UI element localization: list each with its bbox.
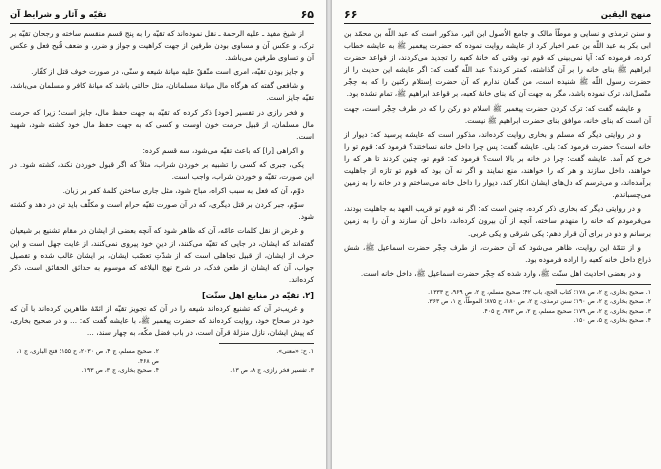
paragraph: یکی، جبری که کسی را تشبیه بر خوردن شراب، مثلاً که اگر قبول خوردن نکند، کشته شود. در این صورت، تقیّه و خوردن شراب، واجب است. [10, 159, 314, 182]
left-page-header-title: تقیّه و آثار و شرایط آن [10, 9, 107, 20]
footnote: ۲. صحیح بخاری، ج ۲، ص ۱۹۰؛ سنن ترمذی، ج ۲، ص ۱۸۰، ح ۸۷۵؛ الموطّأ، ج ۱، ص ۳۶۳. [427, 298, 651, 306]
paragraph: سوّم، جبر کردن بر قتل دیگری، که در آن صورت تقیّه حرام است و مکلّف باید تن در دهد و کشته شود. [10, 200, 314, 222]
paragraph: و اکراهی [را] که باعث تقیّه می‌شود، سه قسم کرده: [142, 145, 304, 155]
paragraph: و غرض از نقل کلمات عامّه، آن که ظاهر شود که آنچه بعضی از ایشان در مقام تشنیع بر شیعیان گفته‌اند که ایشان، در جایی که تقیّه می‌کنند، از دینِ خود پیروی نمی‌کنند، از غایت جهل است و این حرف از ایشان، از قبیل تجاهلی است که از شدّتِ تعصّب ایشان، بر ایشان غالب شده و تفصیل جواب، آن که ایشان از طعن فدک، در شرح نهج البلاغه که موسوم به حدائق الحقائق است، ذکر کرده‌اند. [10, 226, 314, 284]
footnote: ۱. ح: «معنی». [276, 348, 314, 356]
paragraph: و از تتمّهٔ این روایت، ظاهر می‌شود که آن حضرت، از طرف حِجْر حضرت اسماعیل ﷺ، شش ذراع داخل خانه کعبه را اراده فرموده بود. [344, 242, 651, 264]
paragraph: دوّم، آن که فعل به سبب اکراه، مباح شود، مثل جاری ساختن کلمهٔ کفر بر زبان. [62, 186, 304, 196]
paragraph: از شیخ مفید ـ علیه الرحمة ـ نقل نموده‌اند که تقیّه را به پنج قسم منقسم ساخته و رجحان تقیّه بر ترک، و عکس آن و مساوی بودن طرفین از جهت کراهیت و جواز و ضرر، و ضعف قُبح فعل و عکس آن و تساوی طرفین می‌باشد. [10, 29, 314, 63]
footnote: ۴. صحیح بخاری، ج ۳، ص ۱۹۳. [81, 366, 159, 374]
paragraph: و غریب‌تر آن که تشنیع کرده‌اند شیعه را در آن که تجویز تقیّه از ائمّهٔ طاهرین کرده‌اند با آن که خود در صحاح خود، روایت کرده‌اند که حضرت پیغمبر ﷺ، با عایشه گفت که: ... و در صحیح بخاری، که پیش ایشان، نازل منزلهٔ قرآن است، در باب فضل مکّه، به چهار سند، ... [10, 303, 314, 338]
footnote: ۳. تفسیر فخر رازی، ج ۸، ص ۱۳. [230, 366, 314, 374]
footnote-divider [219, 343, 314, 344]
footnote-divider [556, 284, 651, 285]
right-page-body [344, 28, 651, 280]
paragraph: و در بعضی احادیث اهل سنّت ﷺ، وارد شده که حِجْر حضرت اسماعیل ﷺ، داخل خانه است. [360, 268, 641, 278]
paragraph: و جایز بودن تقیّه، امری است متّفقٌ علیه میانهٔ شیعه و سنّی، در صورت خوف قتل از کفّار. [31, 67, 304, 77]
left-page-header [10, 8, 314, 24]
paragraph: و سنن ترمذی و نسایی و موطّأ مالک و جامع الاُصول ابن اثیر، مذکور است که عبد اللّه بن محمّد بن ابی بکر به عبد اللّه بن عمر اخبار کرد از عایشه روایت نموده که حضرت پیغمبر ﷺ به عایشه خطاب کرده، فرموده که: آیا نمی‌بینی که قوم تو، وقتی که خانهٔ کعبه را تجدید می‌کردند، از قواعد حضرت ابراهیم ﷺ بنای خانه را بر آن گذاشته، کمتر کردند؟ عبد اللّه گفت که: اگر عایشه این حدیث را از حضرت رسول اللّه ﷺ شنیده است، من گمان ندارم که آن حضرت اِستلام رکنین را که به حِجْر متّصل‌اند، ترک نموده باشد، مگر به جهت آن که بنای خانهٔ کعبه، بر قواعد ابراهیم ﷺ، تمام نشده بود. [344, 29, 651, 99]
left-page-number: ۶۵ [300, 8, 314, 21]
paragraph: و عایشه گفت که: ترک کردن حضرت پیغمبر ﷺ اسلام دو رکن را که در طرف حِجْر است، جهت آن است که بنای خانه، موافق بنای حضرت ابراهیم ﷺ نیست. [344, 103, 651, 125]
right-footnotes [344, 288, 651, 326]
right-page [332, 0, 661, 469]
paragraph: و در روایتی دیگر که مسلم و بخاری روایت کرده‌اند، مذکور است که عایشه پرسید که: دیوار از خانه است؟ حضرت فرمود که: بلی. عایشه گفت: پس چرا داخل خانه نساختند؟ فرمود که: قوم تو را خرج کم آمد. عایشه گفت: چرا در خانه بر بالا است؟ فرمود که: قوم تو، چنین کردند تا هر که را خواهند، داخل سازند و هر که را خواهند، منع نمایند و اگر نه آن بود که قوم تو تازه از جاهلیت برآمده‌اند، و می‌ترسم که دل‌های ایشان انکار کند، دیوار را داخل خانه می‌ساختم و در خانه را به زمین می‌چسباندم. [344, 129, 651, 200]
paragraph: و فخر رازی در تفسیر [خود] ذکر کرده که تقیّه به جهت حفظ مال، جایز است؛ زیرا که حرمت مال مسلمان، از قبیل حرمت خون اوست و کسی که به جهت حفظ مال خود کشته شود، شهید است. [10, 107, 314, 141]
footnote: ۴. صحیح بخاری، ج ۵، ص ۱۵۰. [573, 317, 651, 325]
paragraph: و شافعی گفته که هرگاه مال میانهٔ مسلمانان، مثل حالتی باشد که میانهٔ کافر و مسلمان می‌باشد، تقیّه جایز است. [10, 81, 314, 103]
section-subheading: [۲. تقیّه در منابع اهل سنّت] [201, 289, 314, 300]
footnote: ۲. صحیح مسلم، ج ۴، ص ۲۰۳۰، ح ۱۵۵؛ فتح الباری، ج ۱، ص ۴۶۸. [16, 348, 159, 365]
right-page-header-title: منهج الیقین [600, 9, 651, 20]
right-page-header [344, 8, 651, 24]
left-footnotes [10, 347, 314, 375]
paragraph: و در روایتی دیگر که بخاری ذکر کرده، چنین است که: اگر نه قوم تو قریب العهد به جاهلیت بودند، می‌فرمودم که خانه را منهدم ساخته، آنچه از آن بیرون کرده‌اند، داخل آن سازند و آن را به زمین برسانم و دو در برای آن قرار دهم: یکی شرقی و یکی غربی. [344, 204, 651, 238]
right-page-number: ۶۶ [344, 8, 358, 21]
left-page [0, 0, 326, 469]
footnote: ۳. صحیح بخاری، ج ۲، ص ۱۷۹؛ صحیح مسلم، ج ۲، ص ۹۷۳، ح ۴۰۵. [482, 307, 651, 315]
footnote: ۱. صحیح بخاری، ج ۲، ص ۱۷۸؛ کتاب الحج، باب ۴۲؛ صحیح مسلم، ج ۲، ص ۹۶۹، ح ۱۳۳۳. [428, 288, 651, 296]
left-page-body [10, 28, 314, 339]
